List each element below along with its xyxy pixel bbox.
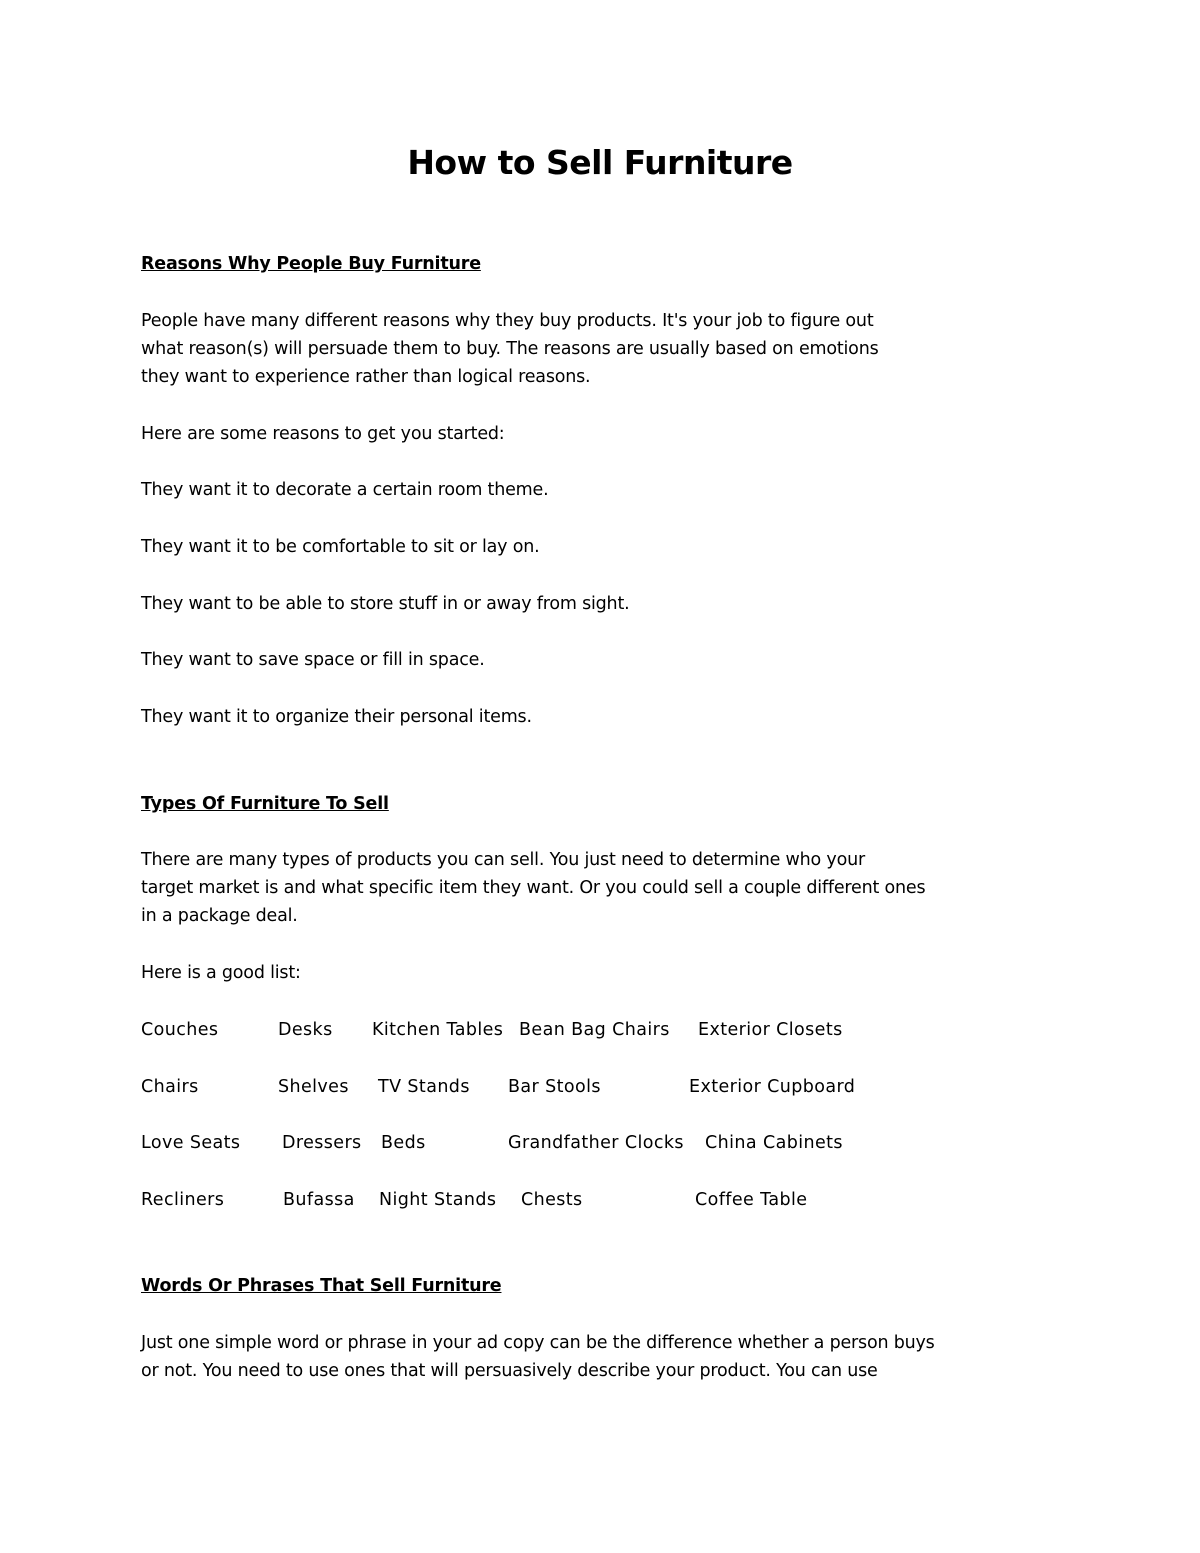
- furniture-item: Exterior Closets: [698, 1020, 843, 1040]
- furniture-item: Bar Stools: [508, 1077, 601, 1097]
- furniture-item: Exterior Cupboard: [689, 1077, 856, 1097]
- furniture-item: Coffee Table: [695, 1190, 808, 1210]
- paragraph-line: target market is and what specific item they want. Or you could sell a couple different ones: [141, 878, 926, 898]
- paragraph-line: Just one simple word or phrase in your ad copy can be the difference whether a person buys: [141, 1333, 935, 1353]
- furniture-list-row: [0, 1129, 1200, 1157]
- furniture-item: Chests: [521, 1190, 583, 1210]
- section-heading-types: Types Of Furniture To Sell: [141, 794, 389, 814]
- paragraph-line: what reason(s) will persuade them to buy. The reasons are usually based on emotions: [141, 339, 879, 359]
- furniture-item: Chairs: [141, 1077, 199, 1097]
- paragraph-lead: Here is a good list:: [141, 963, 301, 983]
- furniture-item: Bean Bag Chairs: [519, 1020, 670, 1040]
- furniture-item: Couches: [141, 1020, 219, 1040]
- furniture-item: Bufassa: [283, 1190, 355, 1210]
- reason-item: They want to be able to store stuff in or away from sight.: [141, 594, 630, 614]
- reason-item: They want it to be comfortable to sit or lay on.: [141, 537, 540, 557]
- section-heading-reasons: Reasons Why People Buy Furniture: [141, 254, 481, 274]
- furniture-item: Grandfather Clocks: [508, 1133, 684, 1153]
- furniture-item: Night Stands: [379, 1190, 497, 1210]
- furniture-list-row: [0, 1186, 1200, 1214]
- furniture-item: Shelves: [278, 1077, 349, 1097]
- reason-item: They want to save space or fill in space.: [141, 650, 485, 670]
- section-heading-words: Words Or Phrases That Sell Furniture: [141, 1276, 502, 1296]
- furniture-item: Desks: [278, 1020, 333, 1040]
- page-title: How to Sell Furniture: [407, 143, 793, 182]
- paragraph-line: they want to experience rather than logical reasons.: [141, 367, 591, 387]
- reason-item: They want it to decorate a certain room theme.: [141, 480, 549, 500]
- paragraph-line: in a package deal.: [141, 906, 298, 926]
- furniture-item: TV Stands: [378, 1077, 470, 1097]
- paragraph-line: or not. You need to use ones that will persuasively describe your product. You can use: [141, 1361, 878, 1381]
- furniture-item: Recliners: [141, 1190, 225, 1210]
- furniture-item: Dressers: [282, 1133, 362, 1153]
- furniture-item: China Cabinets: [705, 1133, 843, 1153]
- furniture-item: Beds: [381, 1133, 426, 1153]
- paragraph-lead: Here are some reasons to get you started:: [141, 424, 505, 444]
- furniture-item: Kitchen Tables: [372, 1020, 504, 1040]
- paragraph-line: People have many different reasons why they buy products. It's your job to figure out: [141, 311, 874, 331]
- furniture-list-row: [0, 1073, 1200, 1101]
- paragraph-line: There are many types of products you can sell. You just need to determine who your: [141, 850, 865, 870]
- reason-item: They want it to organize their personal items.: [141, 707, 532, 727]
- furniture-list-row: [0, 1016, 1200, 1044]
- furniture-item: Love Seats: [141, 1133, 241, 1153]
